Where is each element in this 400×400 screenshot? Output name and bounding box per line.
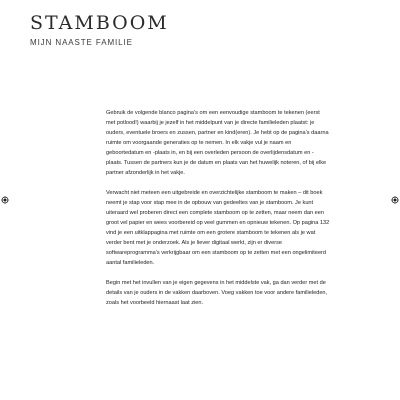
page-subtitle: MIJN NAASTE FAMILIE: [30, 38, 133, 47]
page-title: STAMBOOM: [30, 12, 169, 34]
body-text: [106, 108, 330, 318]
registration-mark-right-icon: [391, 196, 399, 204]
registration-mark-left-icon: [1, 196, 9, 204]
paragraph-intro: Gebruik de volgende blanco pagina’s om een eenvoudige stamboom te tekenen (eerst met potlood!) waarbij je jezelf in het middelpunt van je directe familieleden plaatst: je ouders, eventuele broers en zussen, partner en kind(eren). Je hebt op de pagina’s daarna ruimte om voorgaande generaties op te nemen. In elk vakje vul je naam en geboortedatum en -plaats in, en bij een overleden persoon de overlijdensdatum en -plaats. Tussen de partners kun je de datum en plaats van het huwelijk noteren, of bij elke partner afzonderlijk in het vakje.: [106, 110, 329, 176]
paragraph-expectations: Verwacht niet meteen een uitgebreide en overzichtelijke stamboom te maken – dit boek neemt je stap voor stap mee in de opbouw van gedeeltes van je stamboom. Je kunt uiteraard wel proberen direct een complete stamboom op te zetten, maar neem dan een groot vel papier en wees voorbereid op veel gummen en opnieuw tekenen. Op pagina 132 vind je een uitklappagina met ruimte om een grotere stamboom te tekenen als je wat verder bent met je onderzoek. Als je liever digitaal werkt, zijn er diverse softwareprogramma’s verkrijgbaar om een stamboom op te zetten met een ongelimiteerd aantal familieleden.: [106, 190, 330, 266]
paragraph-start: Begin met het invullen van je eigen gegevens in het middelste vak, ga dan verder met de details van je ouders in de vakken daarboven. Voeg vakken toe voor andere familieleden, zoals het voorbeeld hiernaast laat zien.: [106, 280, 328, 306]
